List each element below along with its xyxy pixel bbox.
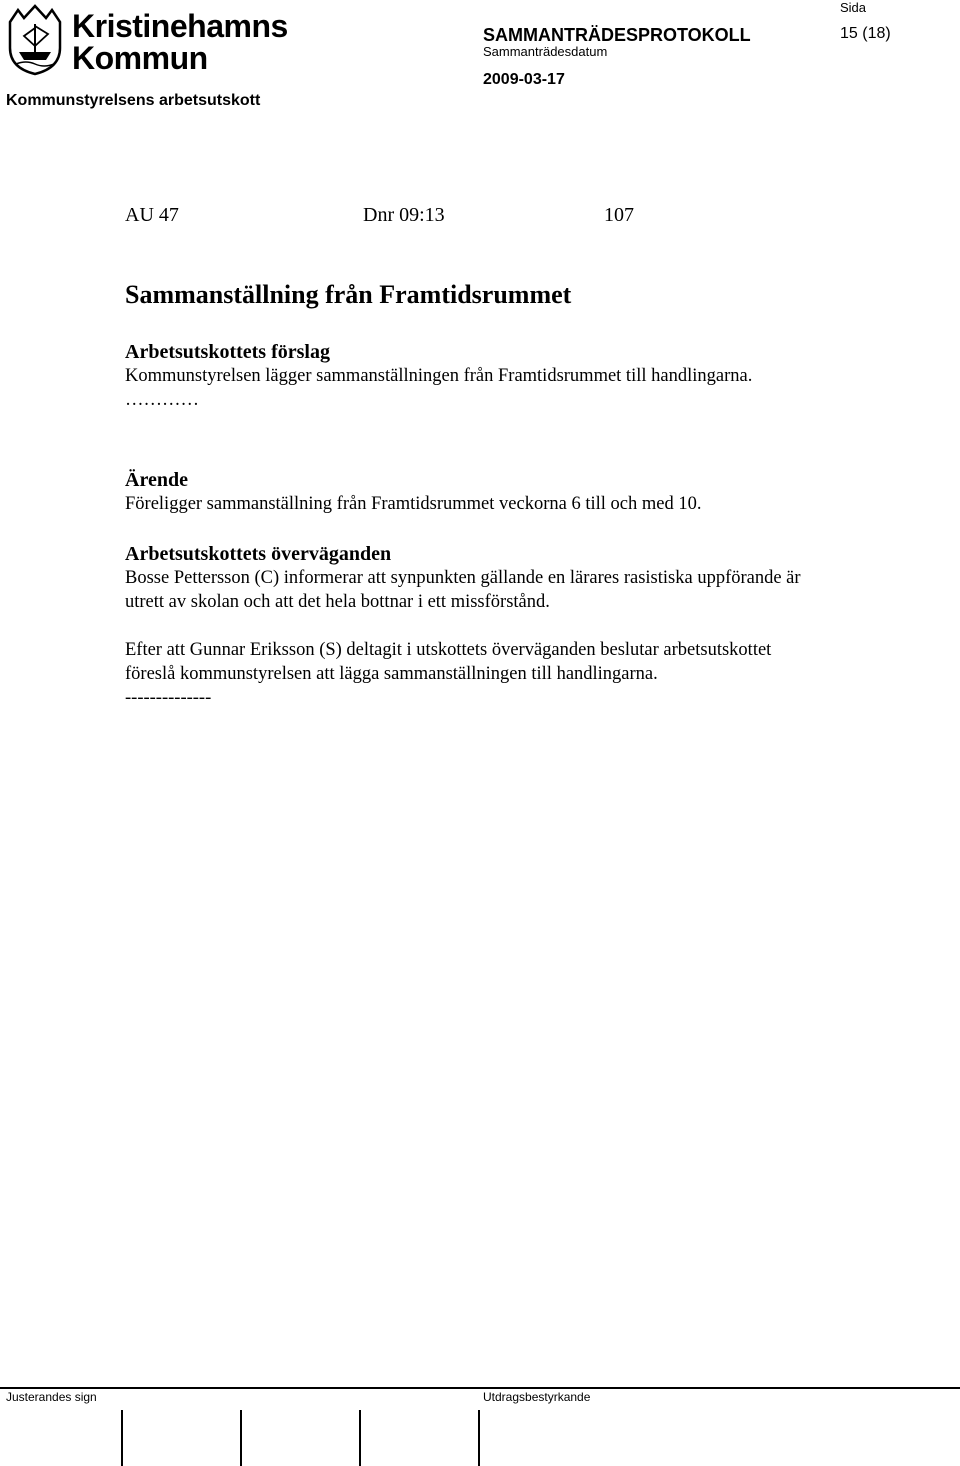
proposal-text: Kommunstyrelsen lägger sammanställningen från Framtidsrummet till handlingarna. xyxy=(125,366,753,386)
matter-text: Föreligger sammanställning från Framtidsrummet veckorna 6 till och med 10. xyxy=(125,494,702,514)
utdragsbestyrkande-label: Utdragsbestyrkande xyxy=(483,1390,591,1404)
meeting-date: 2009-03-17 xyxy=(483,71,565,88)
page-label: Sida xyxy=(840,0,867,15)
page-title: Sammanställning från Framtidsrummet xyxy=(125,280,572,309)
deliberations-text-2: Efter att Gunnar Eriksson (S) deltagit i utskottets överväganden beslutar arbetsutskottet föreslå kommunstyrelsen att lägga sammanställningen till handlingarna. xyxy=(125,640,772,684)
signature-box-divider xyxy=(121,1410,123,1466)
signature-box-divider xyxy=(240,1410,242,1466)
deliberations-heading: Arbetsutskottets överväganden xyxy=(125,543,392,565)
justerandes-sign-label: Justerandes sign xyxy=(6,1390,97,1404)
coat-of-arms-icon xyxy=(6,4,64,76)
municipality-name-line1: Kristinehamns xyxy=(72,8,288,44)
matter-section xyxy=(125,468,825,516)
deliberations-section xyxy=(125,542,825,710)
proposal-separator: ………… xyxy=(125,390,199,410)
page-number: 15 (18) xyxy=(840,25,891,42)
au-reference: AU 47 xyxy=(125,204,179,226)
end-marker: -------------- xyxy=(125,688,212,708)
doc-type: SAMMANTRÄDESPROTOKOLL xyxy=(483,25,751,45)
proposal-heading: Arbetsutskottets förslag xyxy=(125,341,330,363)
signature-box-divider xyxy=(359,1410,361,1466)
date-label: Sammanträdesdatum xyxy=(483,44,608,59)
proposal-section xyxy=(125,340,825,412)
footer-divider xyxy=(0,1387,960,1389)
org-unit: Kommunstyrelsens arbetsutskott xyxy=(6,92,261,109)
municipality-logo-text xyxy=(72,10,288,74)
municipality-name-line2: Kommun xyxy=(72,40,208,76)
matter-heading: Ärende xyxy=(125,469,188,491)
dnr-reference: Dnr 09:13 xyxy=(363,204,445,226)
item-number: 107 xyxy=(604,204,634,226)
deliberations-text-1: Bosse Pettersson (C) informerar att synpunkten gällande en lärares rasistiska uppförande är utrett av skolan och att det hela bottnar i ett missförstånd. xyxy=(125,568,801,612)
signature-box-divider xyxy=(478,1410,480,1466)
